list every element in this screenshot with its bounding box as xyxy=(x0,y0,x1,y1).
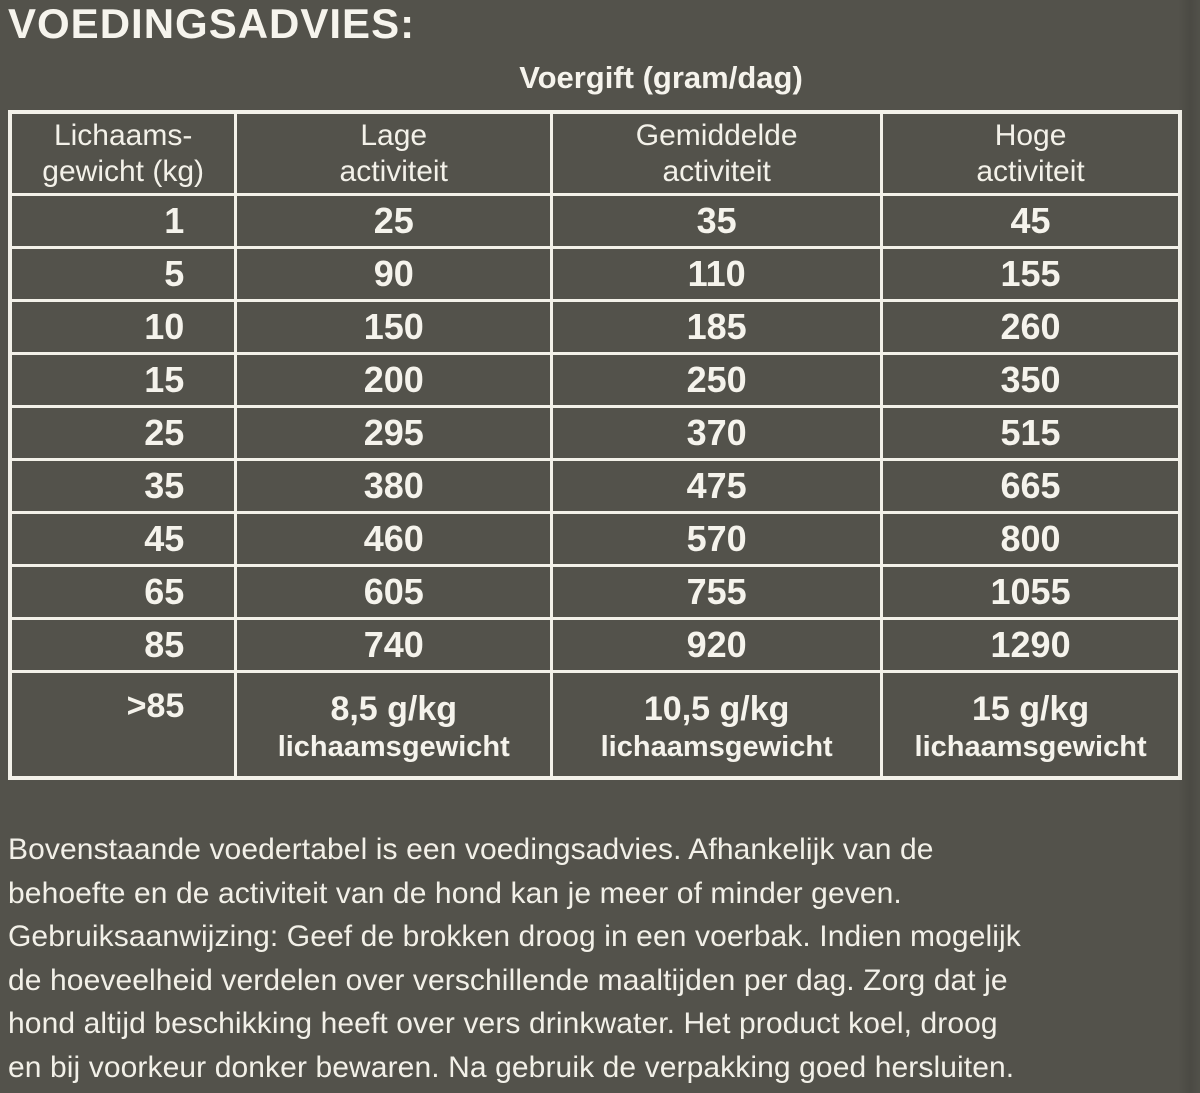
feed-amount-cell: 800 xyxy=(882,513,1180,566)
weight-cell: 1 xyxy=(10,195,236,248)
feed-amount-cell: 460 xyxy=(236,513,552,566)
header-row xyxy=(10,112,1180,195)
weight-cell: 10 xyxy=(10,301,236,354)
page-title: VOEDINGSADVIES: xyxy=(8,0,416,47)
feed-amount-cell: 920 xyxy=(552,619,882,672)
table-row xyxy=(10,354,1180,407)
column-header-high-activity xyxy=(882,112,1180,195)
table-row xyxy=(10,195,1180,248)
feed-amount-cell: 90 xyxy=(236,248,552,301)
table-row xyxy=(10,301,1180,354)
table-row xyxy=(10,248,1180,301)
column-header-bodyweight xyxy=(10,112,236,195)
feed-amount-cell: 380 xyxy=(236,460,552,513)
feed-amount-cell: 665 xyxy=(882,460,1180,513)
header-line: activiteit xyxy=(662,154,771,188)
feed-amount-cell: 250 xyxy=(552,354,882,407)
instruction-line: hond altijd beschikking heeft over vers drinkwater. Het product koel, droog xyxy=(8,1007,998,1040)
feed-amount-cell: 740 xyxy=(236,619,552,672)
table-row xyxy=(10,460,1180,513)
column-header-low-activity xyxy=(236,112,552,195)
feed-amount-cell: 370 xyxy=(552,407,882,460)
feed-amount-cell: 155 xyxy=(882,248,1180,301)
table-row xyxy=(10,619,1180,672)
feed-amount-cell: 45 xyxy=(882,195,1180,248)
feed-amount-cell: 350 xyxy=(882,354,1180,407)
instruction-line: de hoeveelheid verdelen over verschillende maaltijden per dag. Zorg dat je xyxy=(8,963,1008,997)
weight-cell: 15 xyxy=(10,354,236,407)
instruction-line: behoefte en de activiteit van de hond kan je meer of minder geven. xyxy=(8,876,902,910)
table-caption: Voergift (gram/dag) xyxy=(519,60,803,95)
table-row xyxy=(10,407,1180,460)
feed-amount-cell xyxy=(882,672,1180,779)
feed-amount-cell xyxy=(552,672,882,779)
feed-amount-cell: 185 xyxy=(552,301,882,354)
weight-cell: 85 xyxy=(10,619,236,672)
header-line: activiteit xyxy=(339,154,448,188)
feed-amount-cell: 200 xyxy=(236,354,552,407)
feed-amount-cell: 295 xyxy=(236,407,552,460)
weight-cell: 5 xyxy=(10,248,236,301)
feed-rate-unit: lichaamsgewicht xyxy=(277,730,510,763)
feed-rate-unit: lichaamsgewicht xyxy=(914,730,1147,763)
header-line: activiteit xyxy=(976,154,1085,188)
feed-amount-cell: 755 xyxy=(552,566,882,619)
feed-amount-cell: 515 xyxy=(882,407,1180,460)
weight-cell: 65 xyxy=(10,566,236,619)
feed-amount-cell: 35 xyxy=(552,195,882,248)
header-line: gewicht (kg) xyxy=(42,154,204,188)
feeding-table xyxy=(8,110,1182,780)
weight-cell: 25 xyxy=(10,407,236,460)
weight-cell: 35 xyxy=(10,460,236,513)
table-row xyxy=(10,513,1180,566)
feed-amount-cell: 150 xyxy=(236,301,552,354)
feed-rate: 10,5 g/kg xyxy=(643,689,790,728)
feed-amount-cell: 110 xyxy=(552,248,882,301)
instruction-line: Bovenstaande voedertabel is een voedingsadvies. Afhankelijk van de xyxy=(8,833,934,866)
instruction-line: Gebruiksaanwijzing: Geef de brokken droog in een voerbak. Indien mogelijk xyxy=(8,920,1021,953)
feed-amount-cell: 25 xyxy=(236,195,552,248)
feed-amount-cell: 1055 xyxy=(882,566,1180,619)
feed-rate-unit: lichaamsgewicht xyxy=(600,730,833,763)
feed-rate: 15 g/kg xyxy=(971,689,1090,728)
feed-amount-cell: 475 xyxy=(552,460,882,513)
table-row-over-85 xyxy=(10,672,1180,779)
header-line: Gemiddelde xyxy=(635,118,798,152)
header-line: Lichaams- xyxy=(53,118,193,152)
weight-cell: 45 xyxy=(10,513,236,566)
feed-amount-cell: 570 xyxy=(552,513,882,566)
usage-instructions xyxy=(8,828,1198,1089)
header-line: Lage xyxy=(360,118,428,152)
feed-amount-cell: 1290 xyxy=(882,619,1180,672)
feed-amount-cell xyxy=(236,672,552,779)
table-row xyxy=(10,566,1180,619)
instruction-line: en bij voorkeur donker bewaren. Na gebruik de verpakking goed hersluiten. xyxy=(8,1050,1015,1084)
weight-cell: >85 xyxy=(10,672,236,779)
feed-amount-cell: 260 xyxy=(882,301,1180,354)
column-header-medium-activity xyxy=(552,112,882,195)
header-line: Hoge xyxy=(994,118,1067,152)
feed-amount-cell: 605 xyxy=(236,566,552,619)
feed-rate: 8,5 g/kg xyxy=(330,689,458,728)
